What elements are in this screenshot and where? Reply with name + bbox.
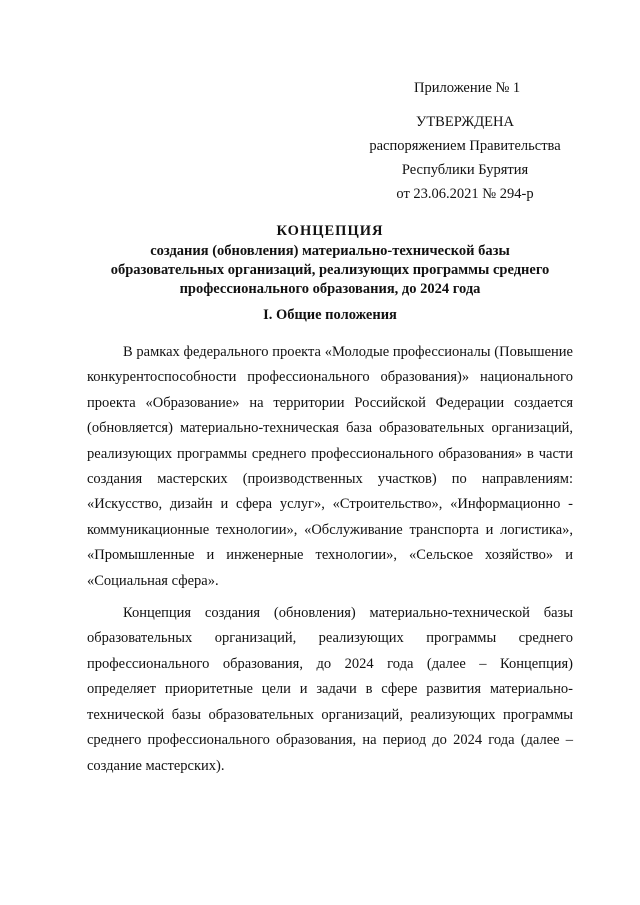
section-heading: I. Общие положения [263,307,397,323]
title-line-2: образовательных организаций, реализующих программы среднего [110,262,550,278]
approval-block [340,76,590,206]
approved-region: Республики Бурятия [401,162,529,178]
paragraph-2: Концепция создания (обновления) материально-технической базы образовательных организаций, реализующих программы среднего профессионального образования, до 2024 года (далее – Концепция) определяет приоритетные цели и задачи в сфере развития материально-технической базы образовательных организаций, реализующих программы среднего профессионального образования, на период до 2024 года (далее – создание мастерских). [87,605,573,774]
approved-label: УТВЕРЖДЕНА [416,114,514,130]
title-line-3: профессионального образования, до 2024 года [179,281,481,297]
body-text [87,340,573,786]
title-line-1: создания (обновления) материально-технической базы [150,243,510,259]
paragraph-1: В рамках федерального проекта «Молодые профессионалы (Повышение конкурентоспособности профессионального образования)» национального проекта «Образование» на территории Российской Федерации создается (обновляется) материально-техническая база образовательных организаций, реализующих программы среднего профессионального образования» в части создания мастерских (производственных участков) по направлениям: «Искусство, дизайн и сфера услуг», «Строительство», «Информационно - коммуникационные технологии», «Обслуживание транспорта и логистика», «Промышленные и инженерные технологии», «Сельское хозяйство» и «Социальная сфера». [87,344,573,589]
approval-date-number: от 23.06.2021 № 294-р [396,186,534,202]
approved-by-order: распоряжением Правительства [369,138,561,154]
title-main: КОНЦЕПЦИЯ [276,223,384,239]
annex-number: Приложение № 1 [414,80,521,96]
document-title [60,222,600,299]
